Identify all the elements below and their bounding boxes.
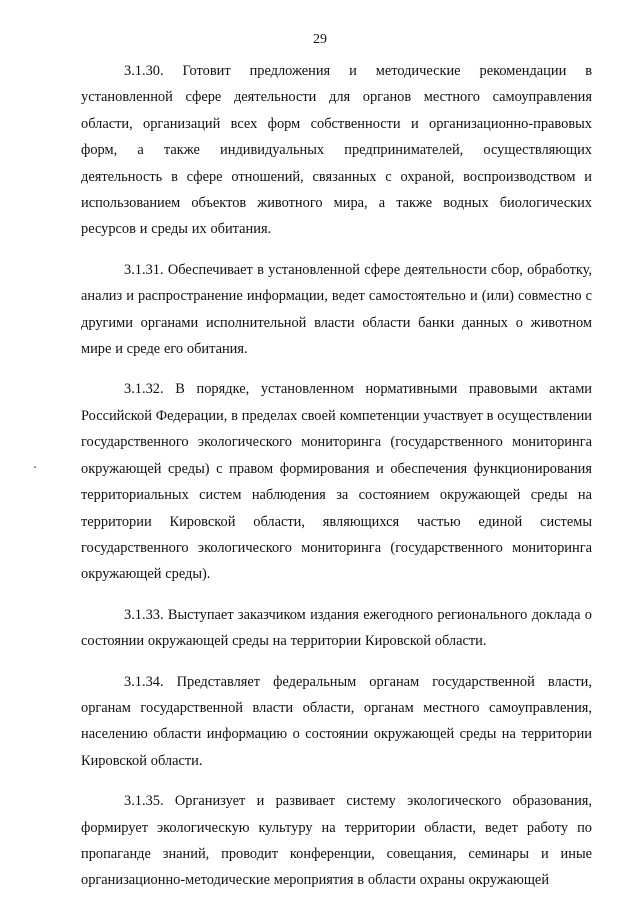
document-body — [81, 58, 592, 894]
paragraph-3-1-31: 3.1.31. Обеспечивает в установленной сфере деятельности сбор, обработку, анализ и распространение информации, ведет самостоятельно и (или) совместно с другими органами исполнительной власти области банки данных о животном мире и среде его обитания. — [81, 261, 592, 358]
scan-speck — [34, 466, 36, 468]
paragraph-3-1-34: 3.1.34. Представляет федеральным органам государственной власти, органам государственной власти области, органам местного самоуправления, населению области информацию о состоянии окружающей среды на территории Кировской области. — [81, 673, 592, 769]
paragraph-3-1-35: 3.1.35. Организует и развивает систему экологического образования, формирует экологическую культуру на территории области, ведет работу по пропаганде знаний, проводит конференции, совещания, семинары и иные организационно-методические мероприятия в области охраны окружающей — [81, 793, 592, 889]
paragraph-3-1-33: 3.1.33. Выступает заказчиком издания ежегодного регионального доклада о состоянии окружающей среды на территории Кировской области. — [81, 606, 592, 650]
paragraph-3-1-30: 3.1.30. Готовит предложения и методические рекомендации в установленной сфере деятельности для органов местного самоуправления области, организаций всех форм собственности и организационно-правовых форм, а также индивидуальных предпринимателей, осуществляющих деятельность в сфере отношений, связанных с охраной, воспроизводством и использованием объектов животного мира, а также водных биологических ресурсов и среды их обитания. — [81, 63, 592, 238]
paragraph-3-1-32: 3.1.32. В порядке, установленном нормативными правовыми актами Российской Федерации, в пределах своей компетенции участвует в осуществлении государственного экологического мониторинга (государственного мониторинга окружающей среды) с правом формирования и обеспечения функционирования территориальных систем наблюдения за состоянием окружающей среды на территории Кировской области, являющихся частью единой системы государственного экологического мониторинга (государственного мониторинга окружающей среды). — [81, 381, 592, 583]
page-number: 29 — [313, 32, 327, 47]
